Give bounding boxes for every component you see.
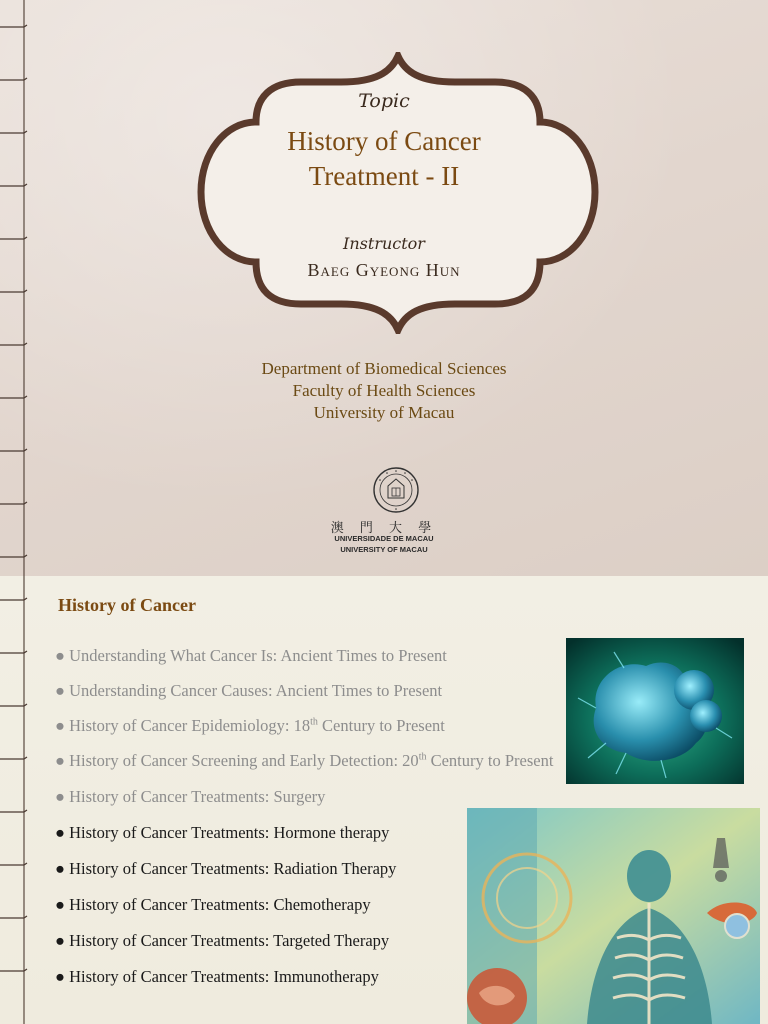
university-name-portuguese: UNIVERSIDADE DE MACAU [334,534,434,543]
list-item: ● History of Cancer Treatments: Immunotherapy [55,967,379,986]
human-anatomy-collage-image [467,808,760,1024]
title-line-2: Treatment - II [308,161,460,191]
university-text: University of Macau [313,403,455,422]
department-text: Department of Biomedical Sciences [261,359,507,378]
list-item: ● History of Cancer Treatments: Chemotherapy [55,895,371,914]
history-slide [0,576,768,1024]
list-item: ● History of Cancer Screening and Early Detection: 20th Century to Present [55,751,554,770]
list-item: ● History of Cancer Treatments: Surgery [55,787,326,806]
list-item: ● Understanding Cancer Causes: Ancient Times to Present [55,681,443,700]
spiral-binding [0,576,30,1024]
list-item: ● History of Cancer Treatments: Hormone therapy [55,823,390,842]
list-item: ● Understanding What Cancer Is: Ancient Times to Present [55,646,447,665]
university-name-chinese: 澳 門 大 學 [330,521,438,536]
list-item: ● History of Cancer Treatments: Radiation Therapy [55,859,397,878]
university-seal-icon [372,466,420,514]
affiliation [0,358,768,424]
section-title: History of Cancer [58,595,196,615]
instructor-name: Baeg Gyeong Hun [307,260,461,280]
cancer-cell-image [566,638,744,784]
list-item: ● History of Cancer Treatments: Targeted Therapy [55,931,390,950]
title-line-1: History of Cancer [287,126,481,156]
spiral-binding [0,0,30,576]
list-item: ● History of Cancer Epidemiology: 18th Century to Present [55,716,445,735]
slide-title [0,124,768,194]
university-name-english: UNIVERSITY OF MACAU [340,545,428,554]
instructor-label: Instructor [343,234,425,253]
topic-label: Topic [358,90,410,112]
faculty-text: Faculty of Health Sciences [292,381,476,400]
